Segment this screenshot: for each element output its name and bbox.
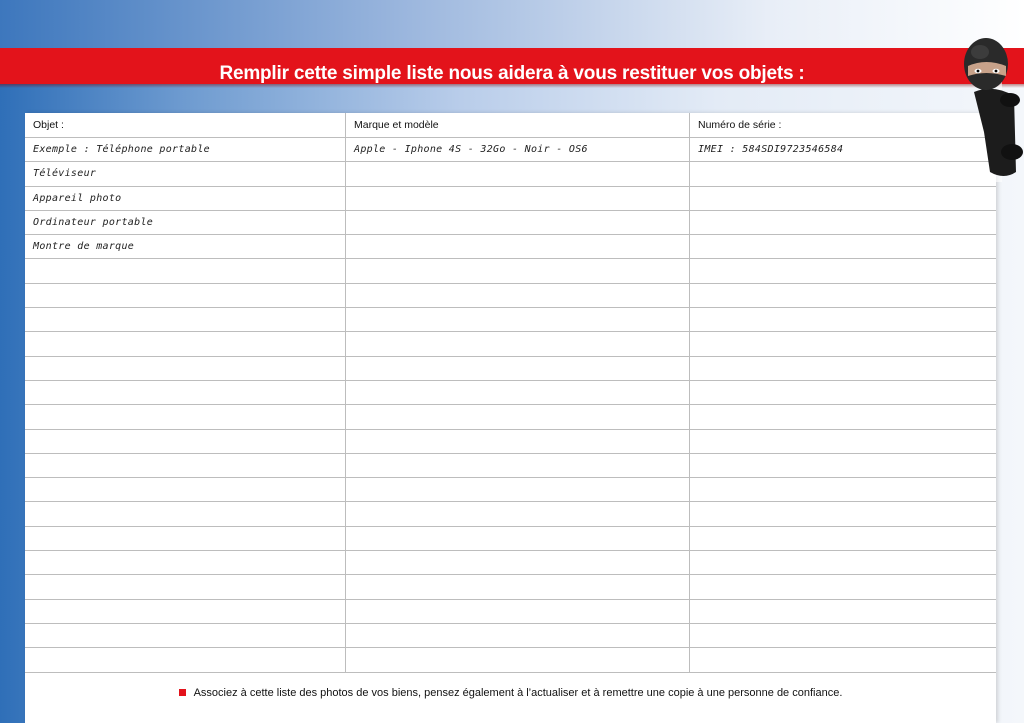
cell-object[interactable] [25, 575, 346, 598]
cell-serial-number[interactable] [690, 381, 996, 404]
cell-object[interactable] [25, 527, 346, 550]
cell-brand-model[interactable] [346, 211, 690, 234]
cell-brand-model[interactable] [346, 332, 690, 355]
cell-object[interactable] [25, 259, 346, 282]
cell-serial-number[interactable] [690, 259, 996, 282]
cell-brand-model[interactable] [346, 357, 690, 380]
table-row [25, 575, 996, 599]
banner-title: Remplir cette simple liste nous aidera à vous restituer vos objets : [219, 63, 805, 84]
table-row [25, 527, 996, 551]
cell-serial-number[interactable] [690, 430, 996, 453]
cell-brand-model[interactable] [346, 648, 690, 671]
cell-brand-model[interactable] [346, 527, 690, 550]
cell-object[interactable]: Téléviseur [25, 162, 346, 185]
table-row [25, 308, 996, 332]
table-row [25, 138, 996, 162]
cell-serial-number[interactable] [690, 187, 996, 210]
cell-brand-model[interactable] [346, 478, 690, 501]
cell-serial-number[interactable] [690, 575, 996, 598]
cell-brand-model[interactable] [346, 430, 690, 453]
column-header-object: Objet : [25, 113, 346, 137]
cell-object[interactable] [25, 357, 346, 380]
cell-brand-model[interactable] [346, 624, 690, 647]
cell-brand-model[interactable] [346, 235, 690, 258]
table-row [25, 478, 996, 502]
table-row [25, 357, 996, 381]
cell-serial-number[interactable] [690, 211, 996, 234]
cell-brand-model[interactable] [346, 575, 690, 598]
cell-serial-number[interactable] [690, 405, 996, 428]
cell-object[interactable] [25, 648, 346, 671]
cell-object[interactable] [25, 600, 346, 623]
table-row [25, 502, 996, 526]
cell-object[interactable] [25, 502, 346, 525]
table-row [25, 259, 996, 283]
cell-serial-number[interactable] [690, 600, 996, 623]
table-row [25, 381, 996, 405]
cell-object[interactable] [25, 308, 346, 331]
cell-brand-model[interactable] [346, 259, 690, 282]
table-row [25, 162, 996, 186]
table-row [25, 187, 996, 211]
table-row [25, 648, 996, 672]
cell-serial-number[interactable] [690, 332, 996, 355]
table-row [25, 405, 996, 429]
table-header-row [25, 113, 996, 138]
column-header-serial-number: Numéro de série : [698, 119, 782, 131]
table-row [25, 624, 996, 648]
cell-object[interactable]: Ordinateur portable [25, 211, 346, 234]
table-row [25, 454, 996, 478]
cell-object[interactable]: Appareil photo [25, 187, 346, 210]
cell-serial-number[interactable] [690, 551, 996, 574]
cell-object[interactable] [25, 551, 346, 574]
cell-brand-model[interactable] [346, 454, 690, 477]
cell-brand-model[interactable] [346, 284, 690, 307]
cell-object[interactable] [25, 405, 346, 428]
cell-object[interactable] [25, 454, 346, 477]
cell-object[interactable] [25, 478, 346, 501]
cell-brand-model[interactable] [346, 187, 690, 210]
inventory-table [25, 113, 996, 673]
cell-serial-number[interactable] [690, 357, 996, 380]
cell-serial-number[interactable] [690, 527, 996, 550]
column-header-brand-model: Marque et modèle [346, 113, 690, 137]
cell-brand-model[interactable] [346, 600, 690, 623]
cell-serial-number[interactable]: IMEI : 584SDI9723546584 [698, 144, 844, 156]
cell-brand-model[interactable] [346, 162, 690, 185]
cell-brand-model[interactable] [346, 405, 690, 428]
cell-brand-model[interactable]: Apple - Iphone 4S - 32Go - Noir - OS6 [346, 138, 690, 161]
cell-object[interactable] [25, 284, 346, 307]
cell-brand-model[interactable] [346, 381, 690, 404]
cell-serial-number[interactable] [690, 502, 996, 525]
table-row [25, 430, 996, 454]
table-row [25, 235, 996, 259]
cell-serial-number[interactable] [690, 454, 996, 477]
cell-brand-model[interactable] [346, 308, 690, 331]
table-row [25, 284, 996, 308]
cell-serial-number[interactable] [690, 284, 996, 307]
cell-object[interactable] [25, 381, 346, 404]
cell-serial-number[interactable] [690, 648, 996, 671]
masked-thief-icon [944, 22, 1024, 182]
cell-serial-number[interactable] [690, 478, 996, 501]
footer-note-text: Associez à cette liste des photos de vos biens, pensez également à l’actualiser et à remettre une copie à une personne de confiance. [193, 687, 843, 699]
footer-note [25, 687, 996, 699]
cell-serial-number[interactable] [690, 308, 996, 331]
cell-brand-model[interactable] [346, 551, 690, 574]
cell-serial-number[interactable] [690, 624, 996, 647]
table-row [25, 332, 996, 356]
inventory-sheet [25, 113, 996, 723]
table-row [25, 211, 996, 235]
red-square-bullet-icon [179, 689, 186, 696]
table-row [25, 551, 996, 575]
cell-serial-number[interactable] [690, 235, 996, 258]
cell-object[interactable] [25, 624, 346, 647]
table-row [25, 600, 996, 624]
cell-object[interactable]: Montre de marque [25, 235, 346, 258]
cell-brand-model[interactable] [346, 502, 690, 525]
cell-object[interactable] [25, 332, 346, 355]
cell-object[interactable] [25, 430, 346, 453]
cell-object[interactable]: Exemple : Téléphone portable [25, 138, 346, 161]
